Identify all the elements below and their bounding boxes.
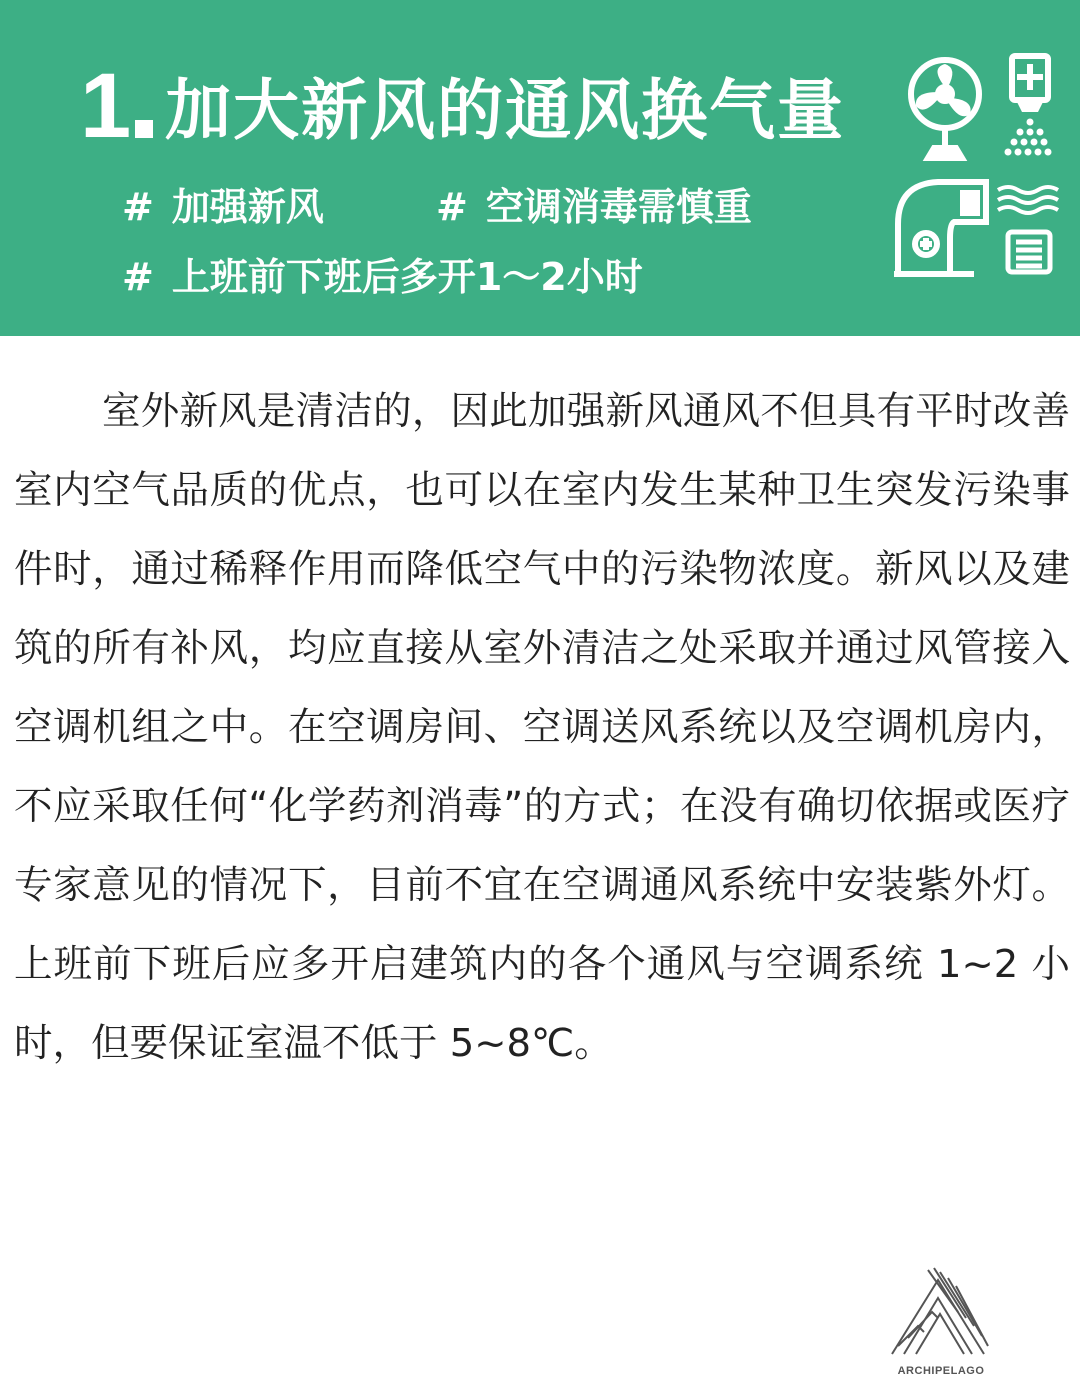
sprinkler-icon <box>1005 56 1052 156</box>
air-flow-icon <box>998 187 1058 213</box>
section-title <box>80 52 846 157</box>
tag-run-hours: # 上班前下班后多开1～2小时 <box>122 255 643 299</box>
section-number: 1 <box>80 55 130 157</box>
ventilation-icons <box>890 48 1060 288</box>
logo-label: ARCHIPELAGO <box>897 1365 985 1377</box>
fan-icon <box>911 60 979 158</box>
archipelago-logo-icon <box>888 1266 994 1358</box>
body-paragraph: 室外新风是清洁的，因此加强新风通风不但具有平时改善室内空气品质的优点，也可以在室内发生某种卫生突发污染事件时，通过稀释作用而降低空气中的污染物浓度。新风以及建筑的所有补风，均应直接从室外清洁之处采取并通过风管接入空调机组之中。在空调房间、空调送风系统以及空调机房内，不应采取任何“化学药剂消毒”的方式；在没有确切依据或医疗专家意见的情况下，目前不宜在空调通风系统中安装紫外灯。上班前下班后应多开启建筑内的各个通风与空调系统 1~2 小时，但要保证室温不低于 5~8℃。 <box>14 389 1070 1066</box>
vent-grille-icon <box>1008 232 1050 272</box>
header-banner <box>0 0 1080 336</box>
tag-fresh-air: # 加强新风 <box>122 185 324 229</box>
page-title: 加大新风的通风换气量 <box>165 72 846 149</box>
tag-ac-disinfection: # 空调消毒需慎重 <box>436 185 752 229</box>
title-dot <box>135 120 153 138</box>
air-duct-icon <box>894 182 986 274</box>
